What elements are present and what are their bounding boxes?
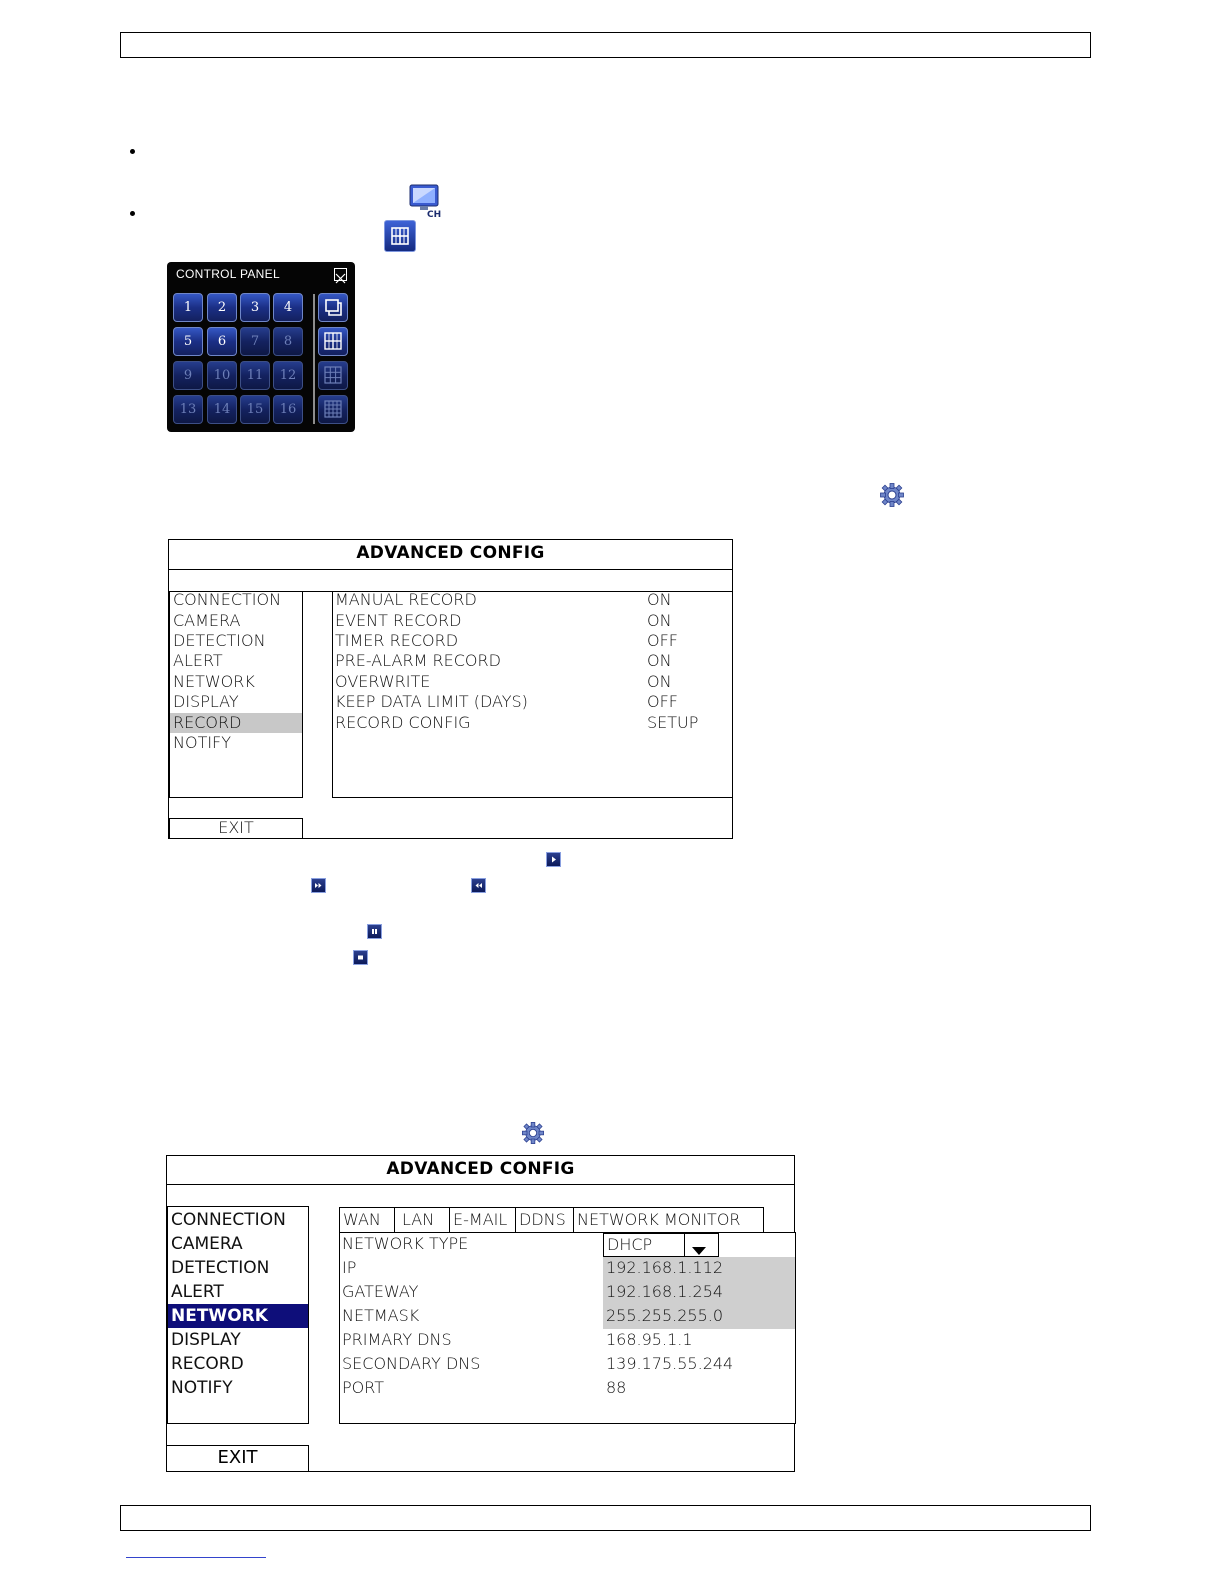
control-panel-divider — [313, 294, 315, 424]
channel-button-9[interactable]: 9 — [173, 361, 203, 390]
title-divider — [169, 569, 732, 570]
config-title: ADVANCED CONFIG — [356, 543, 545, 563]
setting-label: MANUAL RECORD — [335, 590, 477, 609]
play-icon — [546, 852, 561, 867]
sixteen-grid-icon[interactable] — [318, 395, 348, 424]
quad-grid-icon[interactable] — [318, 327, 348, 356]
setting-label: GATEWAY — [342, 1282, 419, 1301]
single-view-icon[interactable] — [318, 293, 348, 322]
menu-item-record[interactable]: RECORD — [170, 713, 302, 733]
quad-view-icon — [384, 220, 416, 252]
channel-button-7[interactable]: 7 — [240, 327, 270, 356]
network-tabs — [339, 1207, 764, 1233]
settings-gear-icon — [879, 482, 905, 508]
menu-item-detection[interactable]: DETECTION — [173, 631, 266, 650]
control-panel — [167, 262, 355, 432]
menu-item-connection[interactable]: CONNECTION — [171, 1210, 286, 1230]
channel-button-3[interactable]: 3 — [240, 293, 270, 322]
config-menu — [169, 591, 303, 798]
config-menu — [167, 1206, 309, 1424]
setting-label: PRE-ALARM RECORD — [335, 651, 501, 670]
network-type-value: DHCP — [607, 1235, 653, 1254]
channel-button-8[interactable]: 8 — [273, 327, 303, 356]
settings-gear-icon — [521, 1121, 545, 1145]
menu-item-camera[interactable]: CAMERA — [173, 611, 241, 630]
control-panel-title: CONTROL PANEL — [176, 267, 280, 281]
channel-button-5[interactable]: 5 — [173, 327, 203, 356]
setting-label: PORT — [342, 1378, 384, 1397]
network-type-select[interactable] — [603, 1233, 719, 1257]
setting-value[interactable]: ON — [647, 611, 672, 630]
bullet-1 — [130, 149, 135, 154]
title-divider — [167, 1184, 794, 1185]
menu-item-alert[interactable]: ALERT — [173, 651, 223, 670]
bullet-2 — [130, 211, 135, 216]
channel-button-2[interactable]: 2 — [207, 293, 237, 322]
primary-dns-field[interactable]: 168.95.1.1 — [606, 1330, 693, 1349]
exit-button[interactable]: EXIT — [169, 818, 303, 839]
secondary-dns-field[interactable]: 139.175.55.244 — [606, 1354, 734, 1373]
channel-button-13[interactable]: 13 — [173, 395, 203, 424]
channel-button-12[interactable]: 12 — [273, 361, 303, 390]
fast-forward-icon — [311, 878, 326, 893]
dropdown-divider — [684, 1234, 685, 1256]
port-field[interactable]: 88 — [606, 1378, 627, 1397]
tab-email[interactable]: E-MAIL — [450, 1208, 516, 1232]
setting-value[interactable]: OFF — [647, 692, 678, 711]
tab-network-monitor[interactable]: NETWORK MONITOR — [577, 1210, 741, 1229]
setting-value[interactable]: ON — [647, 590, 672, 609]
menu-item-notify[interactable]: NOTIFY — [173, 733, 232, 752]
exit-button[interactable]: EXIT — [167, 1446, 309, 1471]
channel-button-14[interactable]: 14 — [207, 395, 237, 424]
setting-value[interactable]: ON — [647, 651, 672, 670]
close-icon[interactable] — [334, 268, 347, 281]
setting-value[interactable]: OFF — [647, 631, 678, 650]
menu-item-camera[interactable]: CAMERA — [171, 1234, 243, 1254]
footer-box — [120, 1505, 1091, 1531]
setting-label: IP — [342, 1258, 357, 1277]
setting-label: RECORD CONFIG — [335, 713, 471, 732]
stop-icon — [353, 950, 368, 965]
record-settings-panel — [332, 591, 733, 798]
ip-field[interactable]: 192.168.1.112 — [606, 1258, 724, 1277]
menu-item-connection[interactable]: CONNECTION — [173, 590, 282, 609]
menu-item-display[interactable]: DISPLAY — [173, 692, 239, 711]
channel-button-10[interactable]: 10 — [207, 361, 237, 390]
footer-link-underline[interactable] — [126, 1557, 266, 1558]
network-settings-panel — [339, 1232, 796, 1424]
advanced-config-record — [168, 539, 733, 839]
channel-button-16[interactable]: 16 — [273, 395, 303, 424]
netmask-field[interactable]: 255.255.255.0 — [606, 1306, 724, 1325]
tab-ddns[interactable]: DDNS — [516, 1208, 574, 1232]
menu-item-network[interactable]: NETWORK — [173, 672, 255, 691]
setting-label: EVENT RECORD — [335, 611, 462, 630]
setting-label: NETWORK TYPE — [342, 1234, 469, 1253]
header-box — [120, 32, 1091, 58]
channel-monitor-icon — [408, 184, 442, 218]
menu-item-display[interactable]: DISPLAY — [171, 1330, 241, 1350]
setting-label: KEEP DATA LIMIT (DAYS) — [335, 692, 528, 711]
setting-label: PRIMARY DNS — [342, 1330, 452, 1349]
menu-item-record[interactable]: RECORD — [171, 1354, 244, 1374]
menu-item-detection[interactable]: DETECTION — [171, 1258, 270, 1278]
nine-grid-icon[interactable] — [318, 361, 348, 390]
setting-label: OVERWRITE — [335, 672, 431, 691]
tab-wan[interactable]: WAN — [340, 1208, 395, 1232]
tab-lan[interactable]: LAN — [395, 1208, 450, 1232]
menu-item-network[interactable]: NETWORK — [168, 1304, 308, 1328]
svg-text:CH: CH — [427, 210, 442, 218]
channel-button-11[interactable]: 11 — [240, 361, 270, 390]
channel-button-15[interactable]: 15 — [240, 395, 270, 424]
channel-button-1[interactable]: 1 — [173, 293, 203, 322]
setting-value[interactable]: SETUP — [647, 713, 699, 732]
setting-label: SECONDARY DNS — [342, 1354, 481, 1373]
rewind-icon — [471, 878, 486, 893]
channel-button-4[interactable]: 4 — [273, 293, 303, 322]
channel-button-6[interactable]: 6 — [207, 327, 237, 356]
gateway-field[interactable]: 192.168.1.254 — [606, 1282, 724, 1301]
pause-icon — [367, 924, 382, 939]
advanced-config-network — [166, 1155, 795, 1472]
menu-item-alert[interactable]: ALERT — [171, 1282, 224, 1302]
setting-value[interactable]: ON — [647, 672, 672, 691]
setting-label: NETMASK — [342, 1306, 420, 1325]
menu-item-notify[interactable]: NOTIFY — [171, 1378, 233, 1398]
setting-label: TIMER RECORD — [335, 631, 459, 650]
config-title: ADVANCED CONFIG — [386, 1159, 575, 1179]
